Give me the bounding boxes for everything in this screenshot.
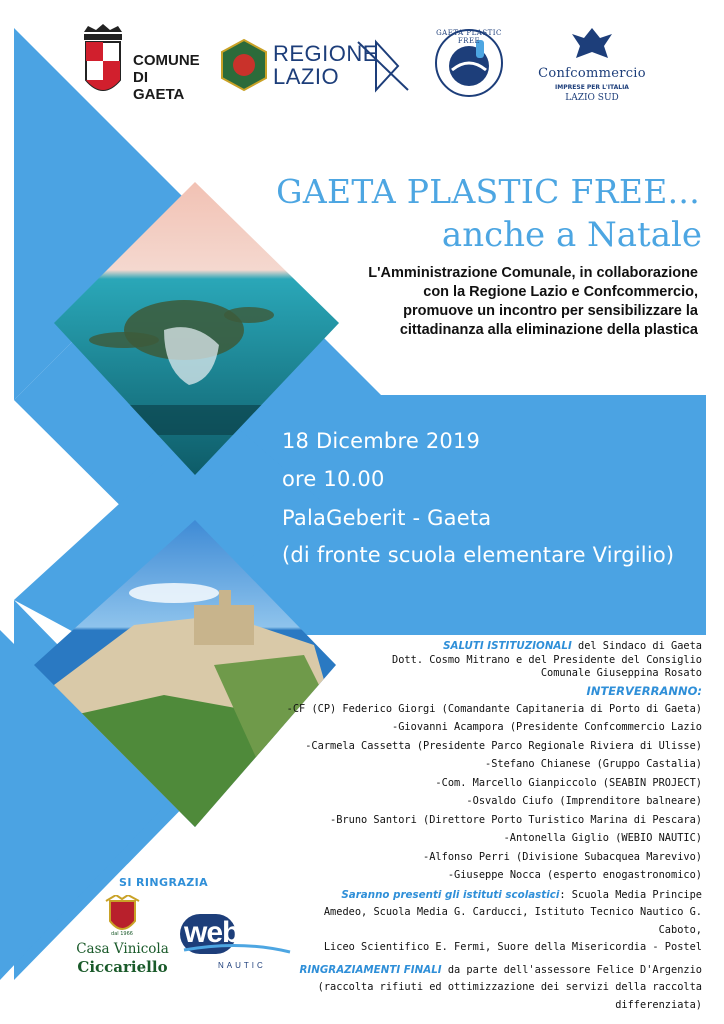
saluti-label: SALUTI ISTITUZIONALI [443,640,572,652]
list-item: -Giuseppe Nocca (esperto enogastronomico) [447,869,702,881]
list-item: -Carmela Cassetta (Presidente Parco Regionale Riviera di Ulisse) [305,739,702,752]
gaeta-crest-icon [78,22,128,102]
intro-text: L'Amministrazione Comunale, in collaborazione con la Regione Lazio e Confcommercio, promuove un incontro per sensibilizzare la cittadinanza alla eliminazione della plastica [368,265,698,338]
schools-label: Saranno presenti gli istituti scolastici [341,888,560,901]
webio-nautic-logo: webio NAUTIC [180,906,300,976]
list-item: -Bruno Santori (Direttore Porto Turistico Marina di Pescara) [330,813,702,826]
schools-section: Saranno presenti gli istituti scolastici: Scuola Media Principe Amedeo, Scuola Media G. Carducci, Istituto Tecnico Nautico G. Caboto, Liceo Scientifico E. Fermi, Suore della Misericordia - Postel [323,888,702,953]
confcommercio-logo: Confcommercio IMPRESE PER L'ITALIA LAZIO SUD [520,24,664,104]
regione-lazio-logo: REGIONE LAZIO [218,38,413,94]
list-item: -Stefano Chianese (Gruppo Castalia) [485,758,702,770]
thanks-label: RINGRAZIAMENTI FINALI [299,963,442,976]
casa-vinicola-logo: dal 1966 Casa Vinicola Ciccariello [60,895,185,985]
program [282,640,702,1014]
event-time: ore 10.00 [282,467,385,491]
event-date: 18 Dicembre 2019 [282,429,481,453]
list-item: -Antonella Giglio (WEBIO NAUTIC) [503,832,702,844]
title-line-1: GAETA PLASTIC FREE... [276,172,700,211]
comune-di-gaeta-logo: COMUNE DI GAETA [78,22,198,102]
list-item: -Com. Marcello Gianpiccolo (SEABIN PROJECT) [435,776,702,789]
svg-text:dal 1966: dal 1966 [111,931,133,937]
speakers-list [282,700,702,885]
list-item: -Giovanni Acampora (Presidente Confcommercio Lazio [392,721,702,733]
list-item: -Osvaldo Ciufo (Imprenditore balneare) [466,795,702,807]
list-item: -CF (CP) Federico Giorgi (Comandante Capitaneria di Porto di Gaeta) [286,702,702,715]
speakers-heading: INTERVERRANNO: [586,683,702,698]
event-place-note: (di fronte scuola elementare Virgilio) [282,543,675,567]
wine-crest-icon [60,895,185,939]
eagle-icon [520,24,664,64]
gaeta-plastic-free-logo: GAETA PLASTIC FREE [432,26,506,100]
sponsors-heading: SI RINGRAZIA [119,876,209,889]
thanks-section: RINGRAZIAMENTI FINALI da parte dell'assessore Felice D'Argenzio (raccolta rifiuti ed ottimizzazione dei servizi della raccolta differenziata) [299,963,702,1011]
title-line-2: anche a Natale [441,215,702,255]
list-item: -Alfonso Perri (Divisione Subacquea Marevivo) [423,850,702,863]
event-place: PalaGeberit - Gaeta [282,506,492,530]
saluti-section: SALUTI ISTITUZIONALI del Sindaco di Gaeta Dott. Cosmo Mitrano e del Presidente del Consiglio Comunale Giuseppina Rosato [392,640,702,679]
